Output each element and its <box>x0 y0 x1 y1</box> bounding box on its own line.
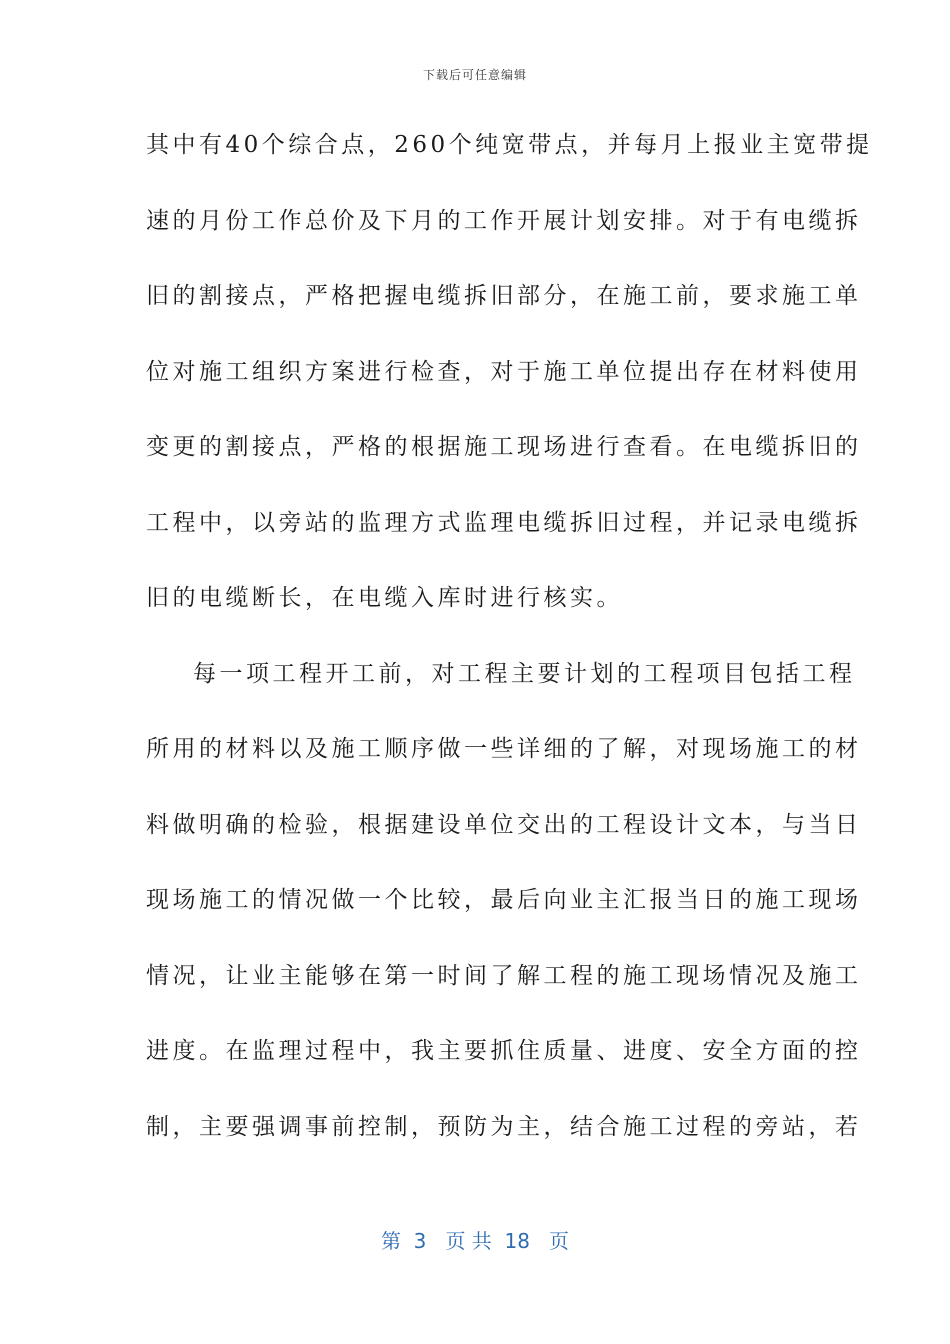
text-line: 进度。在监理过程中，我主要抓住质量、进度、安全方面的控 <box>146 1038 862 1064</box>
text-line: 速的月份工作总价及下月的工作开展计划安排。对于有电缆拆 <box>146 207 862 234</box>
page-number-footer: 第 3 页 共 18 页 <box>380 1229 570 1253</box>
text-line: 制，主要强调事前控制，预防为主，结合施工过程的旁站，若 <box>146 1113 862 1140</box>
document-body <box>146 127 873 1184</box>
text-line: 变更的割接点，严格的根据施工现场进行查看。在电缆拆旧的 <box>146 434 862 460</box>
paragraph-start-line: 每一项工程开工前，对工程主要计划的工程项目包括工程 <box>193 660 856 687</box>
text-line: 旧的割接点，严格把握电缆拆旧部分，在施工前，要求施工单 <box>146 283 862 309</box>
page-header: 下载后可任意编辑 <box>422 68 527 82</box>
text-line: 所用的材料以及施工顺序做一些详细的了解，对现场施工的材 <box>146 736 862 762</box>
text-line: 其中有40个综合点，260个纯宽带点，并每月上报业主宽带提 <box>146 132 873 158</box>
text-line: 料做明确的检验，根据建设单位交出的工程设计文本，与当日 <box>146 811 862 838</box>
text-line: 情况，让业主能够在第一时间了解工程的施工现场情况及施工 <box>146 962 862 989</box>
text-line: 工程中，以旁站的监理方式监理电缆拆旧过程，并记录电缆拆 <box>146 509 862 536</box>
text-line: 旧的电缆断长，在电缆入库时进行核实。 <box>146 585 623 611</box>
text-line: 现场施工的情况做一个比较，最后向业主汇报当日的施工现场 <box>146 887 862 913</box>
text-line: 位对施工组织方案进行检查，对于施工单位提出存在材料使用 <box>146 358 862 385</box>
